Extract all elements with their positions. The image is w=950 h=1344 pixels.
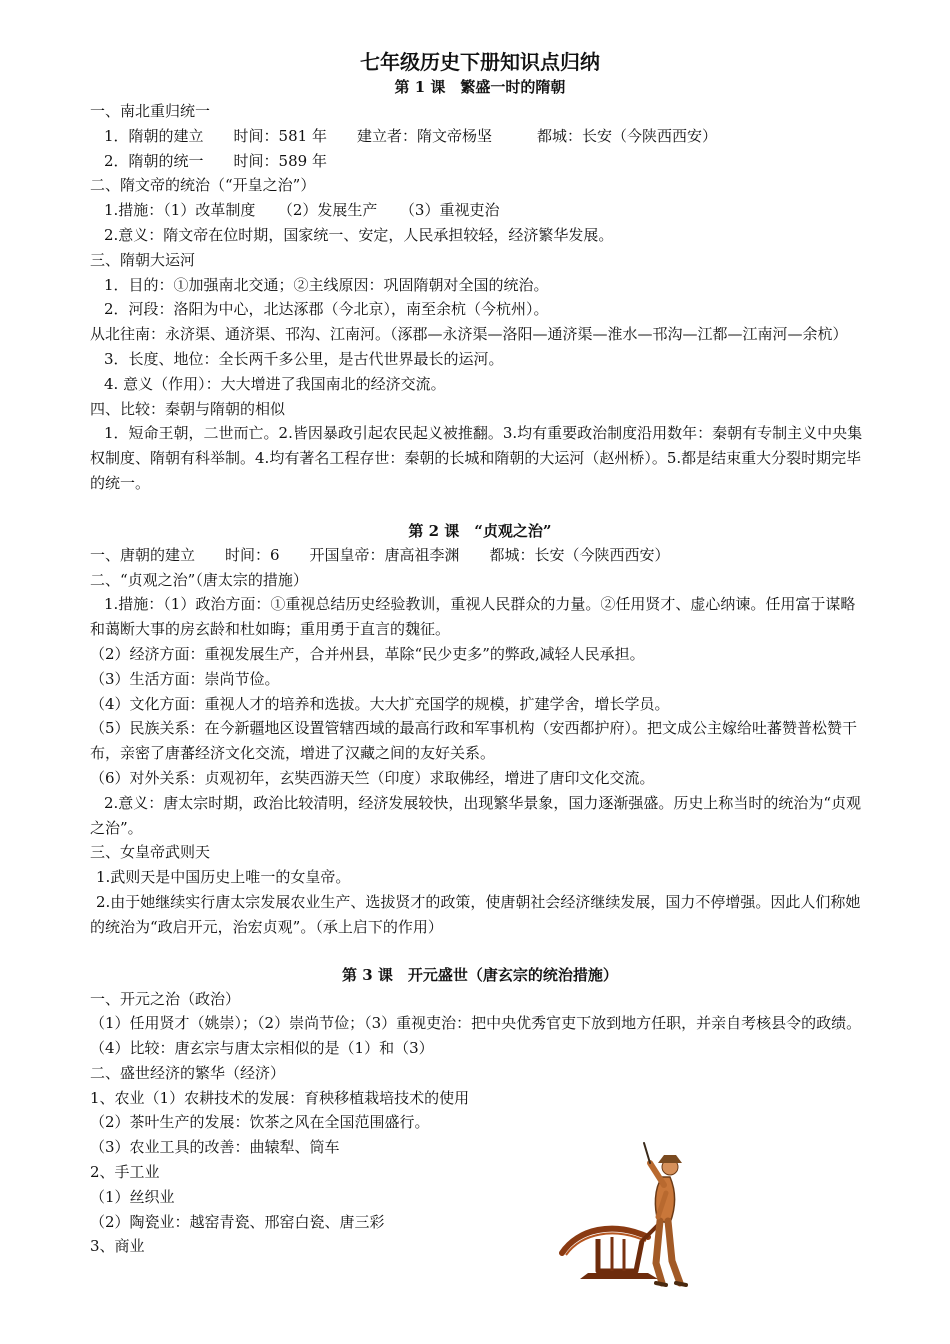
section-heading: 一、南北重归统一	[90, 102, 211, 120]
text-line: 2．河段：洛阳为中心，北达涿郡（今北京），南至余杭（今杭州）。	[104, 300, 549, 319]
text-line: （2）陶瓷业：越窑青瓷、邢窑白瓷、唐三彩	[90, 1212, 385, 1231]
text-line: 3．长度、地位：全长两千多公里，是古代世界最长的运河。	[104, 349, 504, 368]
section-heading: 四、比较：秦朝与隋朝的相似	[90, 399, 286, 418]
spacer	[90, 940, 870, 964]
section-heading: 三、隋朝大运河	[90, 250, 196, 269]
text-line: （2）茶叶生产的发展：饮茶之风在全国范围盛行。	[90, 1113, 430, 1132]
section-heading: 二、隋文帝的统治（“开皇之治”）	[90, 176, 316, 195]
text-line: 2．隋朝的统一 时间：589 年	[104, 151, 327, 170]
text-paragraph: 从北往南：永济渠、通济渠、邗沟、江南河。（涿郡—永济渠—洛阳—通济渠—淮水—邗沟—江都—江南河—余杭）	[90, 325, 848, 344]
lesson-2-heading: 第 2 课 “贞观之治”	[408, 521, 552, 540]
section-heading: 二、“贞观之治”（唐太宗的措施）	[90, 570, 308, 589]
text-paragraph: （1）任用贤才（姚崇）；（2）崇尚节俭；（3）重视吏治：把中央优秀官吏下放到地方任职，并亲自考核县令的政绩。（4）比较：唐玄宗与唐太宗相似的是（1）和（3）	[90, 1014, 862, 1058]
text-line: 1.措施：（1）改革制度 （2）发展生产 （3）重视吏治	[104, 201, 500, 220]
text-line: 1．隋朝的建立 时间：581 年 建立者：隋文帝杨坚 都城：长安（今陕西西安）	[104, 126, 717, 145]
text-line: （1）丝织业	[90, 1187, 175, 1206]
section-heading: 一、唐朝的建立 时间：6 开国皇帝：唐高祖李渊 都城：长安（今陕西西安）	[90, 545, 670, 564]
text-line: 1.武则天是中国历史上唯一的女皇帝。	[96, 868, 351, 887]
text-line: （4）文化方面：重视人才的培养和选拔。大大扩充国学的规模，扩建学舍，增长学员。	[90, 694, 670, 713]
section-heading: 2、手工业	[90, 1163, 160, 1182]
text-paragraph: 1．短命王朝，二世而亡。2.皆因暴政引起农民起义被推翻。3.均有重要政治制度沿用数年：秦朝有专制主义中央集权制度、隋朝有科举制。4.均有著名工程存世：秦朝的长城和隋朝的大运河（赵州桥）。5.都是结束重大分裂时期完毕的统一。	[90, 424, 863, 492]
text-line: （2）经济方面：重视发展生产，合并州县，革除“民少吏多”的弊政,减轻人民承担。	[90, 644, 645, 663]
text-line: （3）农业工具的改善：曲辕犁、筒车	[90, 1138, 340, 1157]
text-paragraph: 2.意义：唐太宗时期，政治比较清明，经济发展较快，出现繁华景象，国力逐渐强盛。历史上称当时的统治为“贞观之治”。	[90, 793, 861, 837]
text-line: 1．目的：①加强南北交通；②主线原因：巩固隋朝对全国的统治。	[104, 275, 549, 294]
section-heading: 3、商业	[90, 1237, 145, 1256]
text-paragraph: 2.由于她继续实行唐太宗发展农业生产、选拔贤才的政策，使唐朝社会经济继续发展，国力不停增强。因此人们称她的统治为“政启开元，治宏贞观”。（承上启下的作用）	[90, 892, 861, 936]
page-title: 七年级历史下册知识点归纳	[360, 50, 600, 74]
text-line: 4. 意义（作用）：大大增进了我国南北的经济交流。	[104, 374, 446, 393]
section-heading: 二、盛世经济的繁华（经济）	[90, 1063, 286, 1082]
text-line: （3）生活方面：崇尚节俭。	[90, 669, 280, 688]
section-heading: 三、女皇帝武则天	[90, 843, 211, 862]
section-heading: 一、开元之治（政治）	[90, 989, 241, 1008]
text-line: 2.意义：隋文帝在位时期，国家统一、安定，人民承担较轻，经济繁华发展。	[104, 225, 614, 244]
text-line: （6）对外关系：贞观初年，玄奘西游天竺（印度）求取佛经，增进了唐印文化交流。	[90, 768, 655, 787]
document-page	[90, 48, 870, 1259]
lesson-1-heading: 第 1 课 繁盛一时的隋朝	[394, 78, 566, 96]
spacer	[90, 496, 870, 520]
text-line: 1、农业（1）农耕技术的发展：育秧移植栽培技术的使用	[90, 1088, 470, 1107]
plow-farmer-illustration	[558, 1133, 698, 1293]
lesson-3-heading: 第 3 课 开元盛世（唐玄宗的统治措施）	[342, 965, 618, 984]
text-paragraph: （5）民族关系：在今新疆地区设置管辖西域的最高行政和军事机构（安西都护府）。把文成公主嫁给吐蕃赞普松赞干布，亲密了唐蕃经济文化交流，增进了汉藏之间的友好关系。	[90, 719, 858, 763]
text-paragraph: 1.措施：（1）政治方面：①重视总结历史经验教训，重视人民群众的力量。②任用贤才、虚心纳谏。任用富于谋略和蔼断大事的房玄龄和杜如晦；重用勇于直言的魏征。	[90, 595, 856, 639]
